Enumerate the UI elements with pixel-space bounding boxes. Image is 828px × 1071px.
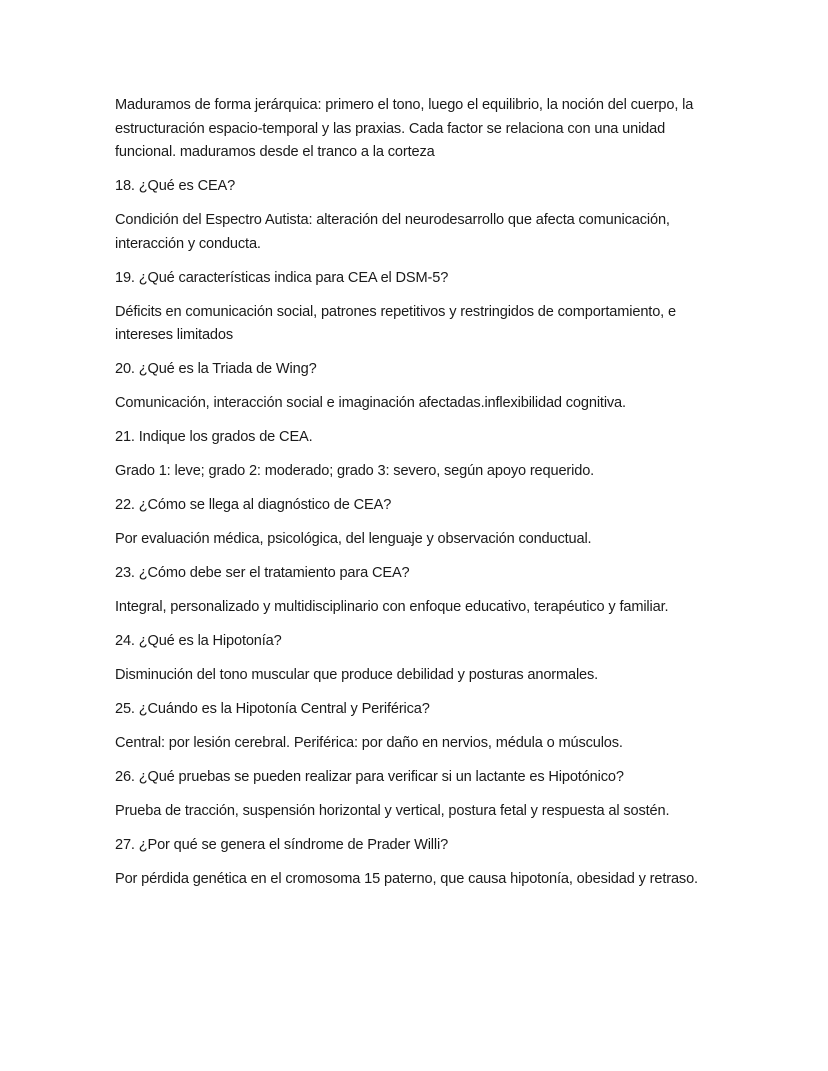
question-23: 23. ¿Cómo debe ser el tratamiento para CEA? xyxy=(115,565,410,581)
answer-23: Integral, personalizado y multidisciplinario con enfoque educativo, terapéutico y familiar. xyxy=(115,599,669,615)
answer-21: Grado 1: leve; grado 2: moderado; grado 3: severo, según apoyo requerido. xyxy=(115,463,595,479)
answer-27: Por pérdida genética en el cromosoma 15 paterno, que causa hipotonía, obesidad y retraso. xyxy=(115,871,698,887)
question-19: 19. ¿Qué características indica para CEA el DSM-5? xyxy=(115,269,449,286)
question-21: 21. Indique los grados de CEA. xyxy=(115,429,313,445)
answer-25: Central: por lesión cerebral. Periférica: por daño en nervios, médula o músculos. xyxy=(115,735,623,751)
question-25: 25. ¿Cuándo es la Hipotonía Central y Periférica? xyxy=(115,701,430,717)
answer-18: Condición del Espectro Autista: alteración del neurodesarrollo que afecta comunicación, interacción y conducta. xyxy=(115,212,670,252)
question-18: 18. ¿Qué es CEA? xyxy=(115,178,236,194)
answer-19: Déficits en comunicación social, patrones repetitivos y restringidos de comportamiento, e intereses limitados xyxy=(115,303,676,343)
answer-26: Prueba de tracción, suspensión horizontal y vertical, postura fetal y respuesta al sostén. xyxy=(115,803,670,819)
question-27: 27. ¿Por qué se genera el síndrome de Prader Willi? xyxy=(115,837,449,853)
document-page xyxy=(115,94,715,902)
question-24: 24. ¿Qué es la Hipotonía? xyxy=(115,633,282,649)
answer-24: Disminución del tono muscular que produce debilidad y posturas anormales. xyxy=(115,667,599,683)
question-20: 20. ¿Qué es la Triada de Wing? xyxy=(115,361,317,377)
answer-20: Comunicación, interacción social e imaginación afectadas.inflexibilidad cognitiva. xyxy=(115,395,626,411)
question-22: 22. ¿Cómo se llega al diagnóstico de CEA? xyxy=(115,497,392,513)
question-26: 26. ¿Qué pruebas se pueden realizar para verificar si un lactante es Hipotónico? xyxy=(115,769,624,785)
answer-22: Por evaluación médica, psicológica, del lenguaje y observación conductual. xyxy=(115,531,592,547)
intro-paragraph: Maduramos de forma jerárquica: primero el tono, luego el equilibrio, la noción del cuerpo, la estructuración espacio-temporal y las praxias. Cada factor se relaciona con una unidad funcional. maduramos desde el tranco a la corteza xyxy=(115,97,694,160)
